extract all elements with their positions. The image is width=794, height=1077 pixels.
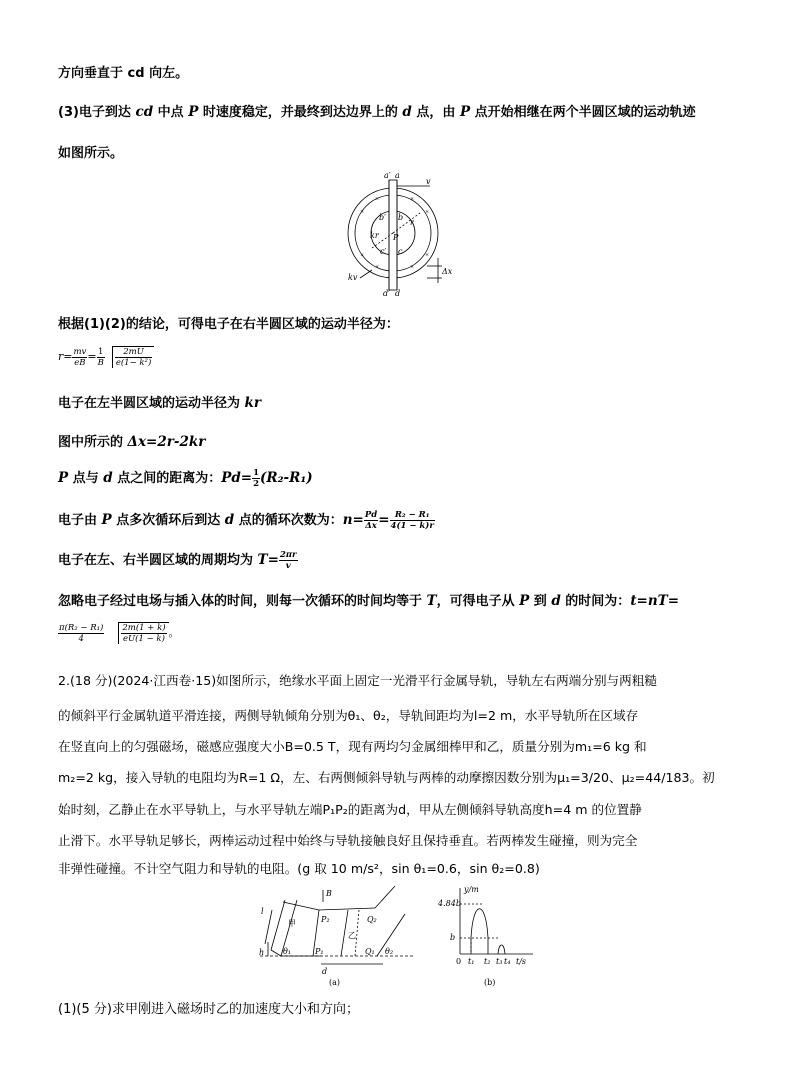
label-kr: kr: [370, 231, 379, 240]
label-d: d: [395, 289, 401, 298]
text-line-8: [58, 467, 313, 489]
label-yi: 乙: [348, 931, 356, 940]
label-P2: P₂: [321, 915, 330, 924]
text-span: 2m(1 + k): [122, 623, 166, 633]
text-span: Δx=2r-2kr: [127, 434, 206, 450]
text-span: (3)电子到达: [58, 105, 136, 120]
text-span: 电子由: [58, 513, 102, 528]
label-b-prime: b′: [379, 213, 386, 222]
text-span: P: [101, 512, 112, 528]
text-span: T: [426, 593, 437, 609]
svg-text:×: ×: [360, 252, 365, 258]
text-span: =: [87, 350, 97, 363]
question-1: (1)(5 分)求甲刚进入磁场时乙的加速度大小和方向；: [58, 1002, 359, 1017]
text-span: n=: [342, 512, 364, 528]
text-span: 1: [97, 346, 104, 357]
text-span: 4: [78, 633, 84, 644]
text-span: d: [103, 470, 113, 486]
svg-text:×: ×: [360, 209, 365, 215]
fraction: [279, 550, 298, 571]
text-line-3: 如图所示。: [58, 146, 124, 161]
label-l: l: [261, 907, 264, 916]
text-span: 时速度稳定，并最终到达边界上的: [198, 105, 403, 120]
text-span: Δx: [365, 521, 377, 531]
label-d-prime: d′: [383, 289, 390, 298]
text-span: R₂ − R₁: [390, 510, 435, 521]
text-span: eB: [74, 357, 86, 368]
svg-text:×: ×: [375, 264, 380, 270]
label-Q1: Q₁: [365, 947, 375, 956]
label-t2: t₂: [484, 957, 491, 966]
label-a-prime: a′: [384, 171, 391, 180]
label-theta2: θ₂: [385, 947, 394, 956]
text-span: 2: [253, 479, 260, 489]
text-span: r=: [58, 350, 73, 363]
fraction: [72, 347, 87, 368]
text-span: B: [97, 357, 104, 368]
text-span: eU(1 − k): [122, 634, 165, 644]
formula-r: [58, 346, 154, 368]
rail-diagram-a: [255, 884, 425, 988]
text-span: 点与: [68, 471, 104, 486]
text-span: 点，由: [411, 105, 460, 120]
text-line-6: [58, 392, 261, 411]
label-t-axis: t/s: [516, 957, 527, 966]
text-span: 图中所示的: [58, 435, 128, 450]
label-origin: 0: [456, 957, 462, 966]
text-line-4: 根据(1)(2)的结论，可得电子在右半圆区域的运动半径为：: [58, 317, 399, 332]
text-span: 电子在左、右半圆区域的周期均为: [58, 553, 258, 568]
text-span: d: [551, 593, 561, 609]
label-t3: t₃: [496, 957, 503, 966]
text-span: 点的循环次数为：: [234, 513, 343, 528]
text-line-1: 方向垂直于 cd 向左。: [58, 66, 189, 81]
fraction: [390, 510, 435, 531]
label-r: r: [410, 218, 414, 227]
label-theta1: θ₁: [283, 947, 292, 956]
text-span: P: [188, 104, 199, 120]
label-p: P: [393, 233, 399, 242]
text-span: 2mU: [115, 347, 152, 358]
text-span: 。: [168, 626, 180, 639]
graph-b: [438, 884, 538, 988]
label-b: b: [450, 933, 456, 942]
text-span: 1: [253, 468, 260, 478]
label-d: d: [322, 967, 328, 976]
text-line-9: [58, 509, 435, 531]
fraction: [364, 510, 378, 531]
text-span: e(1− k²): [115, 358, 152, 368]
label-a: a: [395, 171, 400, 180]
text-span: P: [58, 470, 69, 486]
problem-2-line: 非弹性碰撞。不计空气阻力和导轨的电阻。(g 取 10 m/s²，sin θ₁=0.6，sin θ₂=0.8): [58, 861, 540, 876]
label-y-axis: y/m: [464, 885, 479, 894]
formula-t: [58, 622, 180, 644]
text-span: 4(1 − k)r: [390, 521, 434, 531]
label-v: v: [426, 177, 431, 186]
label-t1: t₁: [468, 957, 475, 966]
text-line-10: [58, 549, 298, 571]
fraction: [121, 623, 166, 644]
text-span: kr: [244, 395, 261, 411]
problem-2-line: 的倾斜平行金属轨道平滑连接，两侧导轨倾角分别为θ₁、θ₂，导轨间距均为l=2 m，水平导轨所在区域存: [58, 708, 639, 723]
text-span: ，可得电子从: [436, 594, 520, 609]
fraction: [252, 468, 260, 489]
label-B: B: [326, 889, 332, 898]
text-span: 点开始相继在两个半圆区域的运动轨迹: [470, 105, 696, 120]
label-kv: kv: [348, 273, 358, 282]
svg-text:×: ×: [425, 209, 430, 215]
sqrt: [111, 622, 168, 644]
text-span: 电子在左半圆区域的运动半径为: [58, 396, 245, 411]
caption-a: (a): [329, 978, 341, 987]
svg-text:×: ×: [410, 196, 415, 202]
fraction: [58, 623, 104, 644]
text-span: T=: [257, 552, 279, 568]
svg-text:×: ×: [375, 196, 380, 202]
label-dx: Δx: [442, 267, 453, 276]
problem-2-line: 止滑下。水平导轨足够长，两棒运动过程中始终与导轨接触良好且保持垂直。若两棒发生碰撞，则为完全: [58, 833, 638, 848]
text-span: 忽略电子经过电场与插入体的时间，则每一次循环的时间均等于: [58, 594, 427, 609]
sqrt: [105, 346, 154, 368]
label-c: c: [398, 247, 403, 256]
label-484b: 4.84b: [438, 899, 461, 908]
label-P1: P₁: [315, 947, 324, 956]
text-span: d: [224, 512, 235, 528]
svg-text:×: ×: [410, 264, 415, 270]
text-span: d: [402, 104, 412, 120]
text-span: =: [378, 512, 390, 528]
text-span: P: [459, 104, 471, 120]
label-h: h: [259, 948, 265, 957]
text-span: Pd: [364, 510, 378, 520]
text-span: v: [285, 561, 291, 571]
label-t4: t₄: [504, 957, 511, 966]
caption-b: (b): [484, 978, 496, 987]
text-line-7: [58, 431, 205, 450]
text-line-11: [58, 590, 679, 609]
text-span: (R₂-R₁): [260, 470, 313, 486]
text-span: cd: [135, 104, 154, 120]
text-line-2: [58, 101, 696, 120]
label-c-prime: c′: [380, 247, 387, 256]
text-span: 2πr: [279, 550, 297, 560]
problem-2-line: 2.(18 分)(2024·江西卷·15)如图所示，绝缘水平面上固定一光滑平行金属导轨，导轨左右两端分别与两粗糙: [58, 673, 657, 688]
text-span: P: [519, 593, 530, 609]
circle-diagram: [330, 168, 470, 300]
problem-2-line: m₂=2 kg，接入导轨的电阻均为R=1 Ω，左、右两侧倾斜导轨与两棒的动摩擦因数分别为μ₁=3/20、μ₂=44/183。初: [58, 770, 715, 785]
text-span: 点之间的距离为：: [112, 471, 222, 486]
text-span: 中点: [153, 105, 189, 120]
label-Q2: Q₂: [367, 915, 377, 924]
label-b: b: [398, 213, 404, 222]
problem-2-line: 始时刻，乙静止在水平导轨上，与水平导轨左端P₁P₂的距离为d，甲从左侧倾斜导轨高度h=4 m 的位置静: [58, 802, 642, 817]
svg-text:×: ×: [425, 252, 430, 258]
label-jia: 甲: [288, 919, 296, 928]
text-span: 到: [529, 594, 552, 609]
problem-2-line: 在竖直向上的匀强磁场，磁感应强度大小B=0.5 T，现有两均匀金属细棒甲和乙，质量分别为m₁=6 kg 和: [58, 739, 647, 754]
fraction: [97, 347, 105, 368]
text-span: 的时间为：: [560, 594, 631, 609]
fraction: [115, 347, 152, 368]
text-span: t=nT=: [630, 593, 680, 609]
text-span: mv: [73, 346, 87, 357]
text-span: Pd=: [221, 470, 253, 486]
text-span: 点多次循环后到达: [111, 513, 225, 528]
text-span: π(R₂ − R₁): [59, 622, 104, 633]
